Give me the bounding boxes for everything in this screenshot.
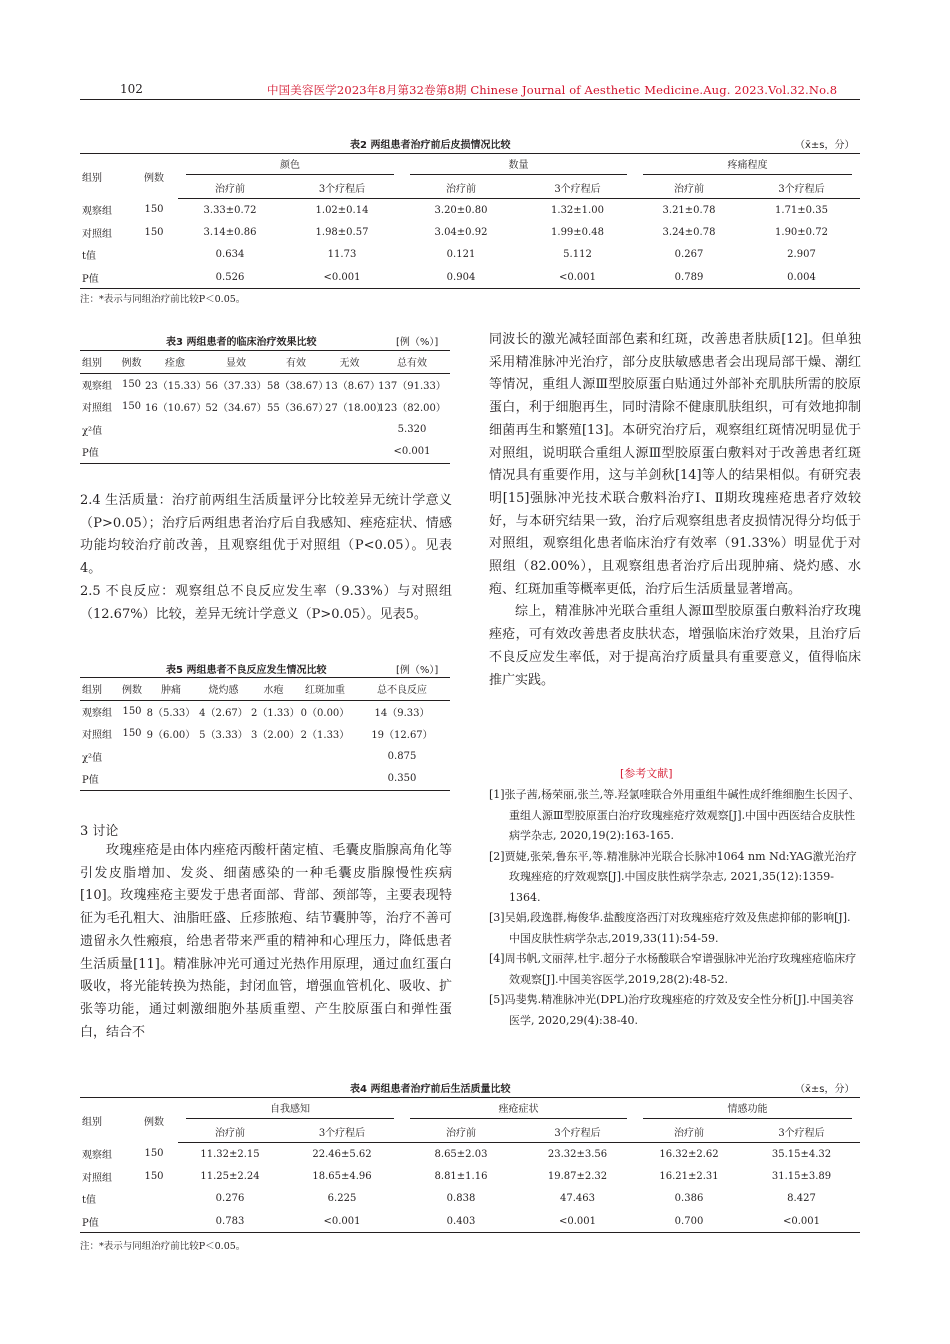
discussion-cont: 同波长的激光减轻面部色素和红斑，改善患者肤质[12]。但单独采用精准脉冲光治疗，部分皮肤敏感患者会出现局部干燥、潮红等情况，重组人源Ⅲ型胶原蛋白贴通过外部补充肌肤所需的胶原蛋白，利于细胞再生，同时清除不健康肌肤组织，可有效地抑制细菌再生和繁殖[13]。本研究治疗后，观察组红斑情况明显优于对照组，说明联合重组人源Ⅲ型胶原蛋白敷料对于改善患者红斑情况具有重要作用，这与羊剑秋[14]等人的结果相似。有研究表明[15]强脉冲光技术联合敷料治疗Ⅰ、Ⅱ期玫瑰痤疮患者疗效较好，与本研究结果一致，治疗后观察组患者皮损情况得分均低于对照组，观察组化患者临床治疗有效率（91.33%）明显优于对照组（82.00%），且观察组患者治疗后出现肿痛、烧灼感、水疱、红斑加重等概率更低，治疗后生活质量显著增高。	[489, 332, 861, 597]
reference-item: [5]冯斐隽.精准脉冲光(DPL)治疗玫瑰痤疮的疗效及安全性分析[J].中国美容医学, 2020,29(4):38-40.	[489, 993, 854, 1027]
cell-value: 3.04±0.92	[434, 226, 488, 238]
discussion-left	[80, 840, 452, 1044]
column-header: 红斑加重	[296, 678, 354, 701]
cell-value: 150	[121, 401, 142, 413]
cell-value: 1.90±0.72	[775, 226, 828, 238]
cell-value: <0.001	[520, 266, 635, 289]
cell-value: 52（34.67）	[205, 403, 267, 415]
cell-value: 2.907	[787, 249, 816, 261]
row-label: 观察组	[82, 206, 112, 218]
table-row	[80, 244, 860, 267]
para-2-5: 2.5 不良反应：观察组总不良反应发生率（9.33%）与对照组（12.67%）比较，差异无统计学意义（P>0.05）。见表5。	[80, 583, 452, 622]
cell-value: 137（91.33）	[378, 381, 446, 392]
table-row	[80, 1210, 860, 1233]
references-heading: [参考文献]	[620, 767, 673, 780]
cell-value: 3.14±0.86	[203, 226, 257, 238]
cell-value: 13（8.67）	[325, 381, 380, 392]
column-header: 组别	[80, 678, 118, 701]
cell-value: 58（38.67）	[267, 381, 329, 392]
cell-value: P值	[80, 768, 118, 791]
row-label: 观察组	[82, 1150, 112, 1162]
cell-value: 11.73	[327, 249, 357, 261]
discussion-paragraph: 玫瑰痤疮是由体内痤疮丙酸杆菌定植、毛囊皮脂腺高角化等引发皮脂增加、发炎、细菌感染的一种毛囊皮脂腺慢性疾病[10]。玫瑰痤疮主要发于患者面部、背部、颈部等，主要表现特征为毛孔粗大、油脂旺盛、丘疹脓疱、结节囊肿等，治疗不善可遗留永久性瘢痕，给患者带来严重的精神和心理压力，降低患者生活质量[11]。精准脉冲光可通过光热作用原理，通过血红蛋白吸收，将光能转换为热能，封闭血管，增强血管机化、吸收、扩张等功能，通过刺激细胞外基质重塑、产生胶原蛋白和弹性蛋白，结合不	[80, 843, 452, 1040]
cell-value: 0.700	[635, 1210, 743, 1233]
table3-title: 表3 两组患者的临床治疗效果比较	[166, 337, 317, 348]
sub-header: 3个疗程后	[743, 1120, 860, 1143]
cell-value: 8.427	[787, 1193, 816, 1205]
cell-value: 1.98±0.57	[315, 226, 369, 238]
cell-value	[205, 418, 267, 441]
group-header: 疼痛程度	[635, 154, 860, 177]
cell-value: 14（9.33）	[374, 708, 430, 719]
table5-unit: [例（%）]	[396, 665, 439, 676]
cell-value: 观察组	[82, 381, 112, 392]
cell-value: 3.20±0.80	[434, 204, 488, 216]
cell-value	[146, 745, 196, 768]
cell-value	[145, 441, 205, 464]
table-row	[80, 1188, 860, 1211]
cell-value: <0.001	[374, 441, 450, 464]
table-row	[80, 700, 450, 723]
column-header: 无效	[325, 351, 374, 374]
cell-value: 0.350	[354, 768, 450, 791]
cell-value: 16.32±2.62	[659, 1148, 719, 1160]
conclusion-paragraph: 综上，精准脉冲光联合重组人源Ⅲ型胶原蛋白敷料治疗玫瑰痤疮，可有效改善患者皮肤状态，增强临床治疗效果，且治疗后不良反应发生率低，对于提高治疗质量具有重要意义，值得临床推广实践。	[489, 604, 861, 688]
row-n: 150	[144, 1148, 164, 1160]
cell-value: 观察组	[82, 708, 112, 719]
column-header: 显效	[205, 351, 267, 374]
cell-value: 6.225	[327, 1193, 357, 1205]
row-label: 对照组	[82, 1172, 112, 1184]
row-n	[130, 1188, 178, 1211]
column-header: 烧灼感	[196, 678, 251, 701]
group-header: 自我感知	[178, 1098, 402, 1121]
cell-value: 16（10.67）	[145, 403, 207, 415]
reference-item: [1]张子茜,杨荣丽,张兰,等.羟氯喹联合外用重组牛碱性成纤维细胞生长因子、重组人源Ⅲ型胶原蛋白治疗玫瑰痤疮疗效观察[J].中国中西医结合皮肤性病学杂志, 2020,19(2):163-165.	[489, 788, 860, 842]
references-list	[489, 785, 861, 1031]
cell-value: 0.783	[178, 1210, 282, 1233]
cell-value	[145, 418, 205, 441]
cell-value: 18.65±4.96	[312, 1170, 372, 1182]
cell-value: 1.71±0.35	[775, 204, 828, 216]
cell-value: 2（1.33）	[251, 708, 300, 719]
cell-value: 9（6.00）	[146, 730, 196, 742]
col-group: 组别	[80, 1098, 130, 1143]
table-row	[80, 373, 450, 396]
cell-value: 0.386	[674, 1193, 704, 1205]
cell-value: 0（0.00）	[300, 708, 350, 719]
cell-value	[325, 441, 374, 464]
row-n: 150	[144, 204, 164, 216]
table2	[80, 153, 860, 289]
cell-value	[296, 745, 354, 768]
table5-title: 表5 两组患者不良反应发生情况比较	[166, 665, 327, 676]
group-header: 颜色	[178, 154, 402, 177]
sub-header: 3个疗程后	[282, 176, 402, 199]
cell-value: 56（37.33）	[205, 381, 267, 392]
para-2-4: 2.4 生活质量：治疗前两组生活质量评分比较差异无统计学意义（P>0.05）；治疗后两组患者治疗后自我感知、痤疮症状、情感功能均较治疗前改善，且观察组优于对照组（P<0.05）。见表4。	[80, 493, 452, 577]
cell-value: 22.46±5.62	[312, 1148, 372, 1160]
column-header: 痊愈	[145, 351, 205, 374]
cell-value: 对照组	[82, 730, 112, 742]
cell-value: 47.463	[560, 1193, 595, 1205]
section-2-4	[80, 490, 452, 626]
table-row	[80, 723, 450, 746]
table2-unit: （x̄±s，分）	[795, 140, 855, 151]
cell-value: 3（2.00）	[251, 730, 300, 742]
group-header: 数量	[402, 154, 635, 177]
cell-value: 23.32±3.56	[547, 1148, 608, 1160]
cell-value: 8.65±2.03	[434, 1148, 488, 1160]
row-label: P值	[80, 1210, 130, 1233]
table4-note: 注：*表示与同组治疗前比较P＜0.05。	[80, 1241, 246, 1252]
cell-value: 1.02±0.14	[315, 204, 369, 216]
cell-value: 0.121	[446, 249, 476, 261]
cell-value: 123（82.00）	[378, 403, 446, 415]
cell-value: 150	[122, 728, 142, 740]
cell-value: 8（5.33）	[146, 708, 196, 719]
cell-value: 5.320	[397, 423, 427, 435]
cell-value: 16.21±2.31	[659, 1170, 719, 1182]
cell-value	[267, 418, 325, 441]
cell-value: 35.15±4.32	[771, 1148, 832, 1160]
cell-value: 19.87±2.32	[547, 1170, 608, 1182]
cell-value: 5.112	[563, 249, 592, 261]
running-header	[80, 80, 860, 100]
cell-value: 55（36.67）	[267, 403, 329, 415]
column-header: 总有效	[374, 351, 450, 374]
table2-title: 表2 两组患者治疗前后皮损情况比较	[350, 140, 511, 151]
cell-value: 31.15±3.89	[771, 1170, 832, 1182]
cell-value: 1.32±1.00	[551, 204, 604, 216]
table-row	[80, 221, 860, 244]
column-header: 肿痛	[146, 678, 196, 701]
cell-value: 27（18.00）	[325, 403, 387, 415]
table-row	[80, 199, 860, 222]
sub-header: 治疗前	[635, 176, 743, 199]
row-label: t值	[82, 251, 97, 263]
column-header: 组别	[80, 351, 118, 374]
table-row	[80, 1143, 860, 1166]
column-header: 水疱	[251, 678, 296, 701]
cell-value	[205, 441, 267, 464]
cell-value	[118, 768, 146, 791]
reference-item: [2]贾婕,张荣,鲁东平,等.精准脉冲光联合长脉冲1064 nm Nd:YAG激光治疗玫瑰痤疮的疗效观察[J].中国皮肤性病学杂志, 2021,35(12):1359-1364.	[489, 849, 857, 904]
cell-value: 23（15.33）	[145, 381, 207, 392]
cell-value: 0.004	[743, 266, 860, 289]
sub-header: 治疗前	[402, 1120, 520, 1143]
row-n	[130, 244, 178, 267]
sub-header: 治疗前	[178, 176, 282, 199]
cell-value: 0.634	[215, 249, 245, 261]
cell-value: 11.32±2.15	[200, 1148, 260, 1160]
row-n: 150	[144, 1170, 164, 1182]
row-n	[130, 266, 178, 289]
cell-value: 0.526	[178, 266, 282, 289]
cell-value	[118, 441, 145, 464]
sub-header: 治疗前	[402, 176, 520, 199]
cell-value	[118, 418, 145, 441]
table-row	[80, 768, 450, 791]
cell-value: χ²值	[82, 752, 103, 764]
cell-value: 4（2.67）	[199, 708, 248, 719]
cell-value: 3.21±0.78	[662, 204, 716, 216]
group-header: 痤疮症状	[402, 1098, 635, 1121]
table-row	[80, 418, 450, 441]
cell-value: 5（3.33）	[199, 730, 248, 742]
cell-value	[296, 768, 354, 791]
cell-value	[196, 768, 251, 791]
sub-header: 治疗前	[178, 1120, 282, 1143]
row-n: 150	[144, 226, 164, 238]
cell-value: 0.838	[446, 1193, 476, 1205]
cell-value: 3.33±0.72	[203, 204, 257, 216]
table3	[80, 350, 450, 464]
col-group: 组别	[80, 154, 130, 199]
cell-value: 1.99±0.48	[551, 226, 604, 238]
sub-header: 3个疗程后	[520, 1120, 635, 1143]
reference-item: [4]周书帆,文丽萍,杜宇.超分子水杨酸联合窄谱强脉冲光治疗玫瑰痤疮临床疗效观察[J].中国美容医学,2019,28(2):48-52.	[489, 952, 857, 986]
cell-value: 150	[121, 379, 142, 390]
journal-title: 中国美容医学2023年8月第32卷第8期 Chinese Journal of Aesthetic Medicine.Aug. 2023.Vol.32.No.8	[267, 83, 838, 97]
column-header: 例数	[118, 678, 146, 701]
table2-body	[80, 199, 860, 289]
section-3-title: 3 讨论	[80, 824, 119, 839]
cell-value	[325, 418, 374, 441]
row-label: t值	[82, 1195, 97, 1207]
table4	[80, 1097, 860, 1233]
table2-note: 注：*表示与同组治疗前比较P＜0.05。	[80, 294, 246, 305]
cell-value: 0.789	[635, 266, 743, 289]
cell-value: 0.267	[674, 249, 704, 261]
cell-value: 3.24±0.78	[662, 226, 716, 238]
row-n	[130, 1210, 178, 1233]
table-row	[80, 266, 860, 289]
cell-value: χ²值	[82, 425, 103, 437]
table4-unit: （x̄±s，分）	[795, 1084, 855, 1095]
column-header: 有效	[267, 351, 325, 374]
table-row	[80, 745, 450, 768]
column-header: 例数	[118, 351, 145, 374]
cell-value: P值	[80, 441, 118, 464]
sub-header: 3个疗程后	[743, 176, 860, 199]
cell-value	[251, 768, 296, 791]
cell-value: <0.001	[282, 266, 402, 289]
sub-header: 3个疗程后	[520, 176, 635, 199]
cell-value: 8.81±1.16	[434, 1170, 488, 1182]
cell-value: 0.276	[215, 1193, 245, 1205]
cell-value: <0.001	[520, 1210, 635, 1233]
table-row	[80, 441, 450, 464]
cell-value: 2（1.33）	[300, 730, 350, 742]
cell-value	[118, 745, 146, 768]
reference-item: [3]吴娟,段逸群,梅俊华.盐酸度洛西汀对玫瑰痤疮疗效及焦虑抑郁的影响[J].中国皮肤性病学杂志,2019,33(11):54-59.	[489, 911, 851, 945]
cell-value: 0.904	[402, 266, 520, 289]
cell-value: 19（12.67）	[371, 730, 433, 742]
discussion-right	[489, 329, 861, 692]
row-label: 对照组	[82, 228, 112, 240]
cell-value	[196, 745, 251, 768]
cell-value: 150	[122, 706, 142, 717]
cell-value: <0.001	[743, 1210, 860, 1233]
cell-value: <0.001	[282, 1210, 402, 1233]
sub-header: 治疗前	[635, 1120, 743, 1143]
table-row	[80, 1165, 860, 1188]
page-number: 102	[120, 82, 143, 96]
table5	[80, 677, 450, 791]
cell-value: 0.875	[387, 750, 417, 762]
table-row	[80, 396, 450, 419]
cell-value: 11.25±2.24	[200, 1170, 260, 1182]
cell-value	[267, 441, 325, 464]
cell-value	[146, 768, 196, 791]
sub-header: 3个疗程后	[282, 1120, 402, 1143]
column-header: 总不良反应	[354, 678, 450, 701]
col-n: 例数	[130, 1098, 178, 1143]
table3-unit: [例（%）]	[396, 337, 439, 348]
cell-value: 对照组	[82, 403, 112, 415]
cell-value	[251, 745, 296, 768]
col-n: 例数	[130, 154, 178, 199]
group-header: 情感功能	[635, 1098, 860, 1121]
row-label: P值	[80, 266, 130, 289]
table4-title: 表4 两组患者治疗前后生活质量比较	[350, 1084, 511, 1095]
cell-value: 0.403	[402, 1210, 520, 1233]
